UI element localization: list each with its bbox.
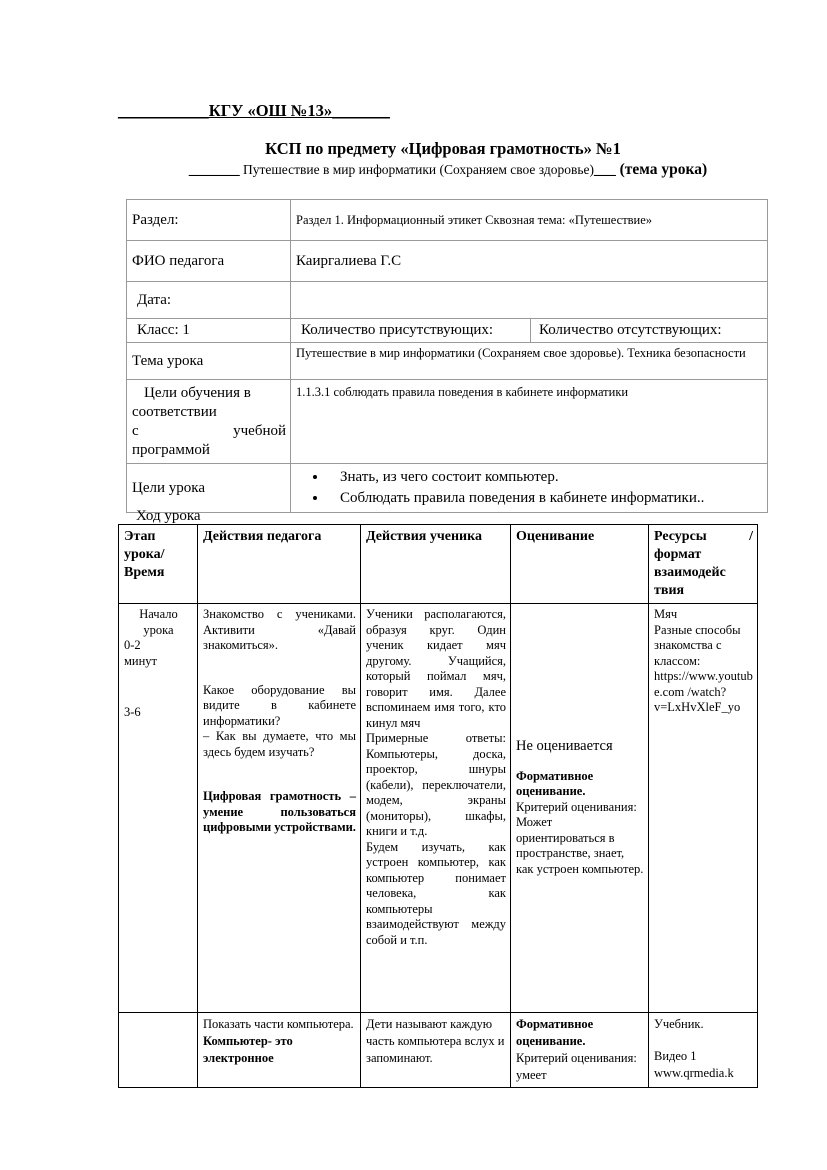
pupil-actions-cell bbox=[361, 604, 511, 1013]
teacher-text-1: Показать части компьютера. bbox=[203, 1017, 354, 1031]
objectives-label-line3: с учебной bbox=[132, 423, 286, 439]
assessment-cell bbox=[511, 1013, 649, 1088]
assessment-criteria-text: Критерий оценивания: умеет bbox=[516, 1051, 637, 1082]
objectives-label-line2: соответствии bbox=[132, 404, 217, 420]
date-value bbox=[291, 282, 768, 319]
teacher-name-label: ФИО педагога bbox=[127, 241, 291, 282]
resource-item-video[interactable]: Видео 1 www.qrmedia.k bbox=[654, 1049, 734, 1080]
stage-cell bbox=[119, 604, 198, 1013]
col-header-teacher-actions: Действия педагога bbox=[198, 525, 361, 604]
pupil-paragraph-2: Примерные ответы: Компьютеры, доска, проектор, шнуры (кабели), переключатели, модем, экраны (мониторы), шкафы, книги и т.д. bbox=[366, 731, 506, 838]
objectives-value: 1.1.3.1 соблюдать правила поведения в кабинете информатики bbox=[291, 380, 768, 464]
col-header-stage-l3: Время bbox=[124, 565, 165, 580]
teacher-spacer bbox=[203, 654, 356, 683]
table-header-row bbox=[119, 525, 758, 604]
col-header-pupil-actions: Действия ученика bbox=[361, 525, 511, 604]
table-row-date bbox=[127, 282, 768, 319]
list-item: • Соблюдать правила поведения в кабинете информатики.. bbox=[328, 488, 763, 509]
school-name: КГУ «ОШ №13» bbox=[208, 101, 333, 120]
assessment-headline: Не оценивается bbox=[516, 738, 613, 754]
absent-count-label: Количество отсутствующих: bbox=[531, 319, 768, 343]
teacher-paragraph-1: Знакомство с учениками. Активити «Давай знакомиться». bbox=[203, 607, 356, 652]
list-item: • Знать, из чего состоит компьютер. bbox=[328, 467, 763, 488]
col-header-stage bbox=[119, 525, 198, 604]
objectives-label-line4: программой bbox=[132, 442, 210, 458]
stage-gap bbox=[124, 669, 193, 705]
stage-line-2: урока bbox=[143, 622, 174, 637]
lesson-flow-caption: Ход урока bbox=[136, 508, 201, 524]
resources-cell bbox=[649, 1013, 758, 1088]
topic-blank-left: _______ bbox=[188, 162, 240, 178]
col-header-resources bbox=[649, 525, 758, 604]
lesson-topic-value: Путешествие в мир информатики (Сохраняем свое здоровье). Техника безопасности bbox=[291, 343, 768, 380]
resource-link-youtube[interactable]: https://www.youtube.com /watch?v=LxHvXleF_yo bbox=[654, 669, 753, 714]
school-heading-line bbox=[118, 101, 768, 121]
lesson-topic-line bbox=[118, 160, 778, 180]
resource-item-methods: Разные способы знакомства с классом: bbox=[654, 622, 741, 668]
class-label: Класс: 1 bbox=[127, 319, 291, 343]
resources-cell bbox=[649, 604, 758, 1013]
lesson-info-table bbox=[126, 199, 768, 513]
lesson-goals-value bbox=[291, 464, 768, 513]
col-header-stage-l1: Этап bbox=[124, 529, 156, 544]
resource-item-textbook: Учебник. bbox=[654, 1017, 704, 1031]
stage-cell-empty bbox=[119, 1013, 198, 1088]
lesson-goals-list bbox=[296, 467, 763, 509]
col-header-resources-l1: Ресурсы / bbox=[654, 529, 753, 544]
present-count-label: Количество присутствующих: bbox=[291, 319, 531, 343]
assessment-formative-label: Формативное оценивание. bbox=[516, 768, 594, 798]
pupil-actions-cell: Дети называют каждую часть компьютера вслух и запоминают. bbox=[361, 1013, 511, 1088]
table-row-section bbox=[127, 200, 768, 241]
heading-blank-right: _______ bbox=[332, 101, 390, 120]
col-header-stage-l2: урока/ bbox=[124, 547, 165, 562]
stage-line-3: 0-2 bbox=[124, 638, 141, 652]
table-row-teacher bbox=[127, 241, 768, 282]
pupil-paragraph-3: Будем изучать, как устроен компьютер, как компьютер понимает человека, как компьютеры взаимодействуют между собой и т.п. bbox=[366, 839, 506, 947]
topic-suffix: (тема урока) bbox=[615, 161, 708, 178]
teacher-text-2: Компьютер- это электронное bbox=[203, 1034, 293, 1065]
stage-line-1: Начало bbox=[139, 607, 178, 621]
teacher-actions-cell bbox=[198, 604, 361, 1013]
resource-item-ball: Мяч bbox=[654, 607, 678, 621]
section-value: Раздел 1. Информационный этикет Сквозная тема: «Путешествие» bbox=[291, 200, 768, 241]
document-title: КСП по предмету «Цифровая грамотность» №1 bbox=[265, 139, 621, 158]
heading-blank-left: ___________ bbox=[118, 101, 209, 120]
topic-blank-right: ___ bbox=[594, 162, 616, 178]
teacher-paragraph-2: Какое оборудование вы видите в кабинете информатики? bbox=[203, 682, 356, 728]
section-label: Раздел: bbox=[127, 200, 291, 241]
objectives-label-line1: Цели обучения в bbox=[144, 385, 251, 401]
table-row-class bbox=[127, 319, 768, 343]
stage-line-5: 3-6 bbox=[124, 705, 141, 719]
assessment-formative-label: Формативное оценивание. bbox=[516, 1017, 594, 1048]
objectives-label bbox=[127, 380, 291, 464]
table-row bbox=[119, 604, 758, 1013]
assessment-cell bbox=[511, 604, 649, 1013]
pupil-paragraph-1: Ученики располагаются, образуя круг. Один ученик кидает мяч другому. Учащийся, который поймал мяч, говорит имя. Далее вспоминаем имя того, кто кинул мяч bbox=[366, 607, 506, 730]
teacher-paragraph-4: Цифровая грамотность – умение пользоваться цифровыми устройствами. bbox=[203, 789, 356, 834]
stage-line-4: минут bbox=[124, 653, 158, 668]
lesson-topic-text: Путешествие в мир информатики (Сохраняем свое здоровье) bbox=[239, 162, 595, 177]
col-header-resources-l4: твия bbox=[654, 583, 685, 598]
teacher-name-value: Каиргалиева Г.С bbox=[291, 241, 768, 282]
teacher-spacer-2 bbox=[203, 760, 356, 789]
resource-gap bbox=[654, 1033, 753, 1048]
date-label: Дата: bbox=[127, 282, 291, 319]
table-row bbox=[119, 1013, 758, 1088]
assessment-criteria-text: Критерий оценивания: Может ориентироваться в пространстве, знает, как устроен компьютер. bbox=[516, 799, 644, 876]
table-row-objectives bbox=[127, 380, 768, 464]
teacher-paragraph-3: – Как вы думаете, что мы здесь будем изучать? bbox=[203, 729, 356, 759]
lesson-topic-label: Тема урока bbox=[127, 343, 291, 380]
col-header-assessment: Оценивание bbox=[511, 525, 649, 604]
table-row-lesson-goals bbox=[127, 464, 768, 513]
lesson-flow-table bbox=[118, 524, 758, 1088]
col-header-resources-l2: формат bbox=[654, 547, 702, 562]
teacher-actions-cell bbox=[198, 1013, 361, 1088]
lesson-goals-label: Цели урока bbox=[127, 464, 291, 513]
table-row-lesson-topic bbox=[127, 343, 768, 380]
col-header-resources-l3: взаимодейс bbox=[654, 565, 726, 580]
